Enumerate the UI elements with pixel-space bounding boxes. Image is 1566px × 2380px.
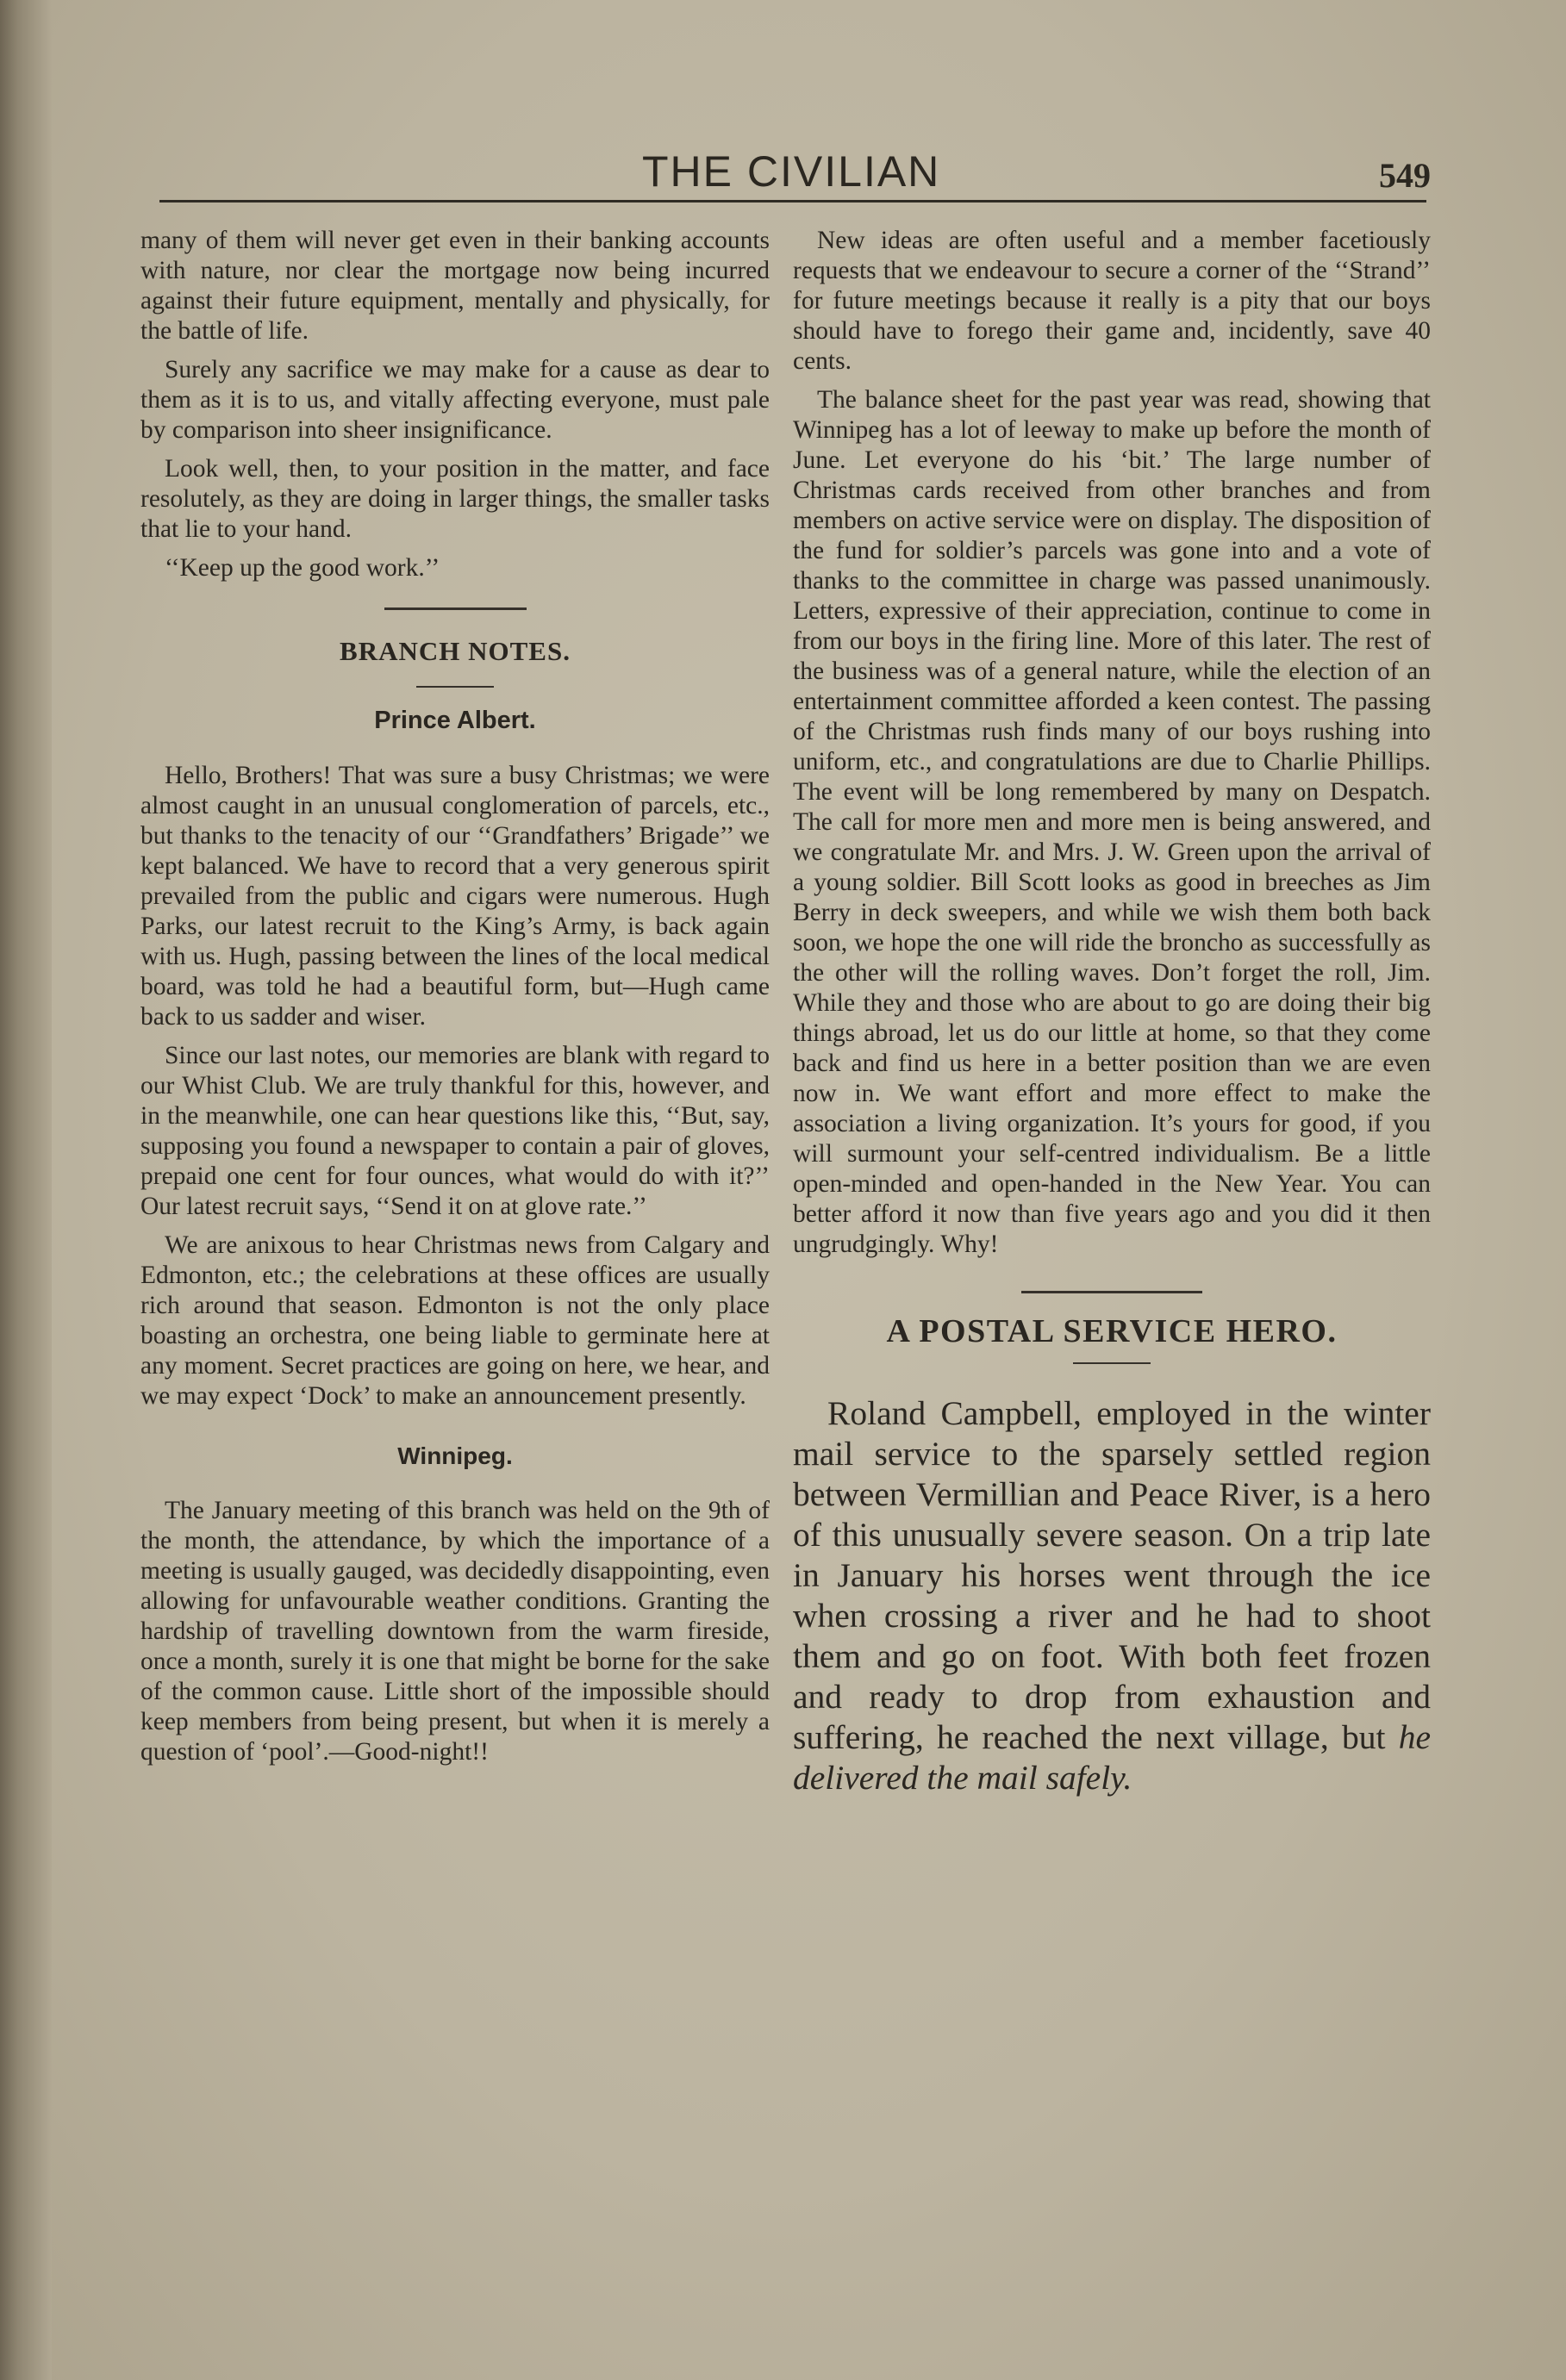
right-column <box>793 226 1431 1798</box>
page-header <box>159 129 1431 198</box>
article-text: Roland Campbell, employed in the winter mail service to the sparsely settled region between Vermillian and Peace River, is a hero of this unusually severe season. On a trip late in January his horses went through the ice when crossing a river and he had to shoot them and go on foot. With both feet frozen and ready to drop from exhaustion and suffering, he reached the next village, but <box>793 1394 1431 1756</box>
branch-heading-prince-albert: Prince Albert. <box>374 707 536 734</box>
header-rule <box>159 200 1426 202</box>
article-italic-text: he delivered the mail safely. <box>793 1718 1432 1797</box>
left-column <box>140 226 770 1776</box>
section-title: BRANCH NOTES. <box>340 636 571 666</box>
paragraph: Look well, then, to your position in the matter, and face resolutely, as they are doing in larger things, the smaller tasks that lie to your hand. <box>140 455 770 543</box>
paragraph: New ideas are often useful and a member facetiously requests that we endeavour to secure a corner of the ‘‘Strand’’ for future meetings because it really is a pity that our boys should have to forego their game and, incidently, save 40 cents. <box>793 227 1431 375</box>
paragraph: many of them will never get even in their banking accounts with nature, nor clear the mortgage now being incurred against their future equipment, mentally and physically, for the battle of life. <box>140 227 770 345</box>
paragraph: ‘‘Keep up the good work.’’ <box>165 554 440 582</box>
book-spine-shadow <box>0 0 52 2380</box>
paragraph: The January meeting of this branch was held on the 9th of the month, the attendance, by which the importance of a meeting is usually gauged, was decidedly disappointing, even allowing for unfavourable weather conditions. Granting the hardship of travelling downtown from the warm fireside, once a month, surely it is one that might be borne for the sake of the common cause. Little short of the impossible should keep members from being present, but when it is merely a question of ‘pool’.—Good-night!! <box>140 1497 770 1766</box>
paragraph: Since our last notes, our memories are blank with regard to our Whist Club. We are truly thankful for this, however, and in the meanwhile, one can hear questions like this, ‘‘But, say, supposing you found a newspaper to contain a pair of gloves, prepaid one cent for four ounces, what would do with it?’’ Our latest recruit says, ‘‘Send it on at glove rate.’’ <box>140 1042 770 1220</box>
article-title: A POSTAL SERVICE HERO. <box>886 1313 1338 1349</box>
paragraph: Surely any sacrifice we may make for a cause as dear to them as it is to us, and vitally affecting everyone, must pale by comparison into sheer insignificance. <box>140 356 770 444</box>
article-body <box>793 1393 1431 1798</box>
publication-title: THE CIVILIAN <box>642 147 941 196</box>
paragraph: The balance sheet for the past year was read, showing that Winnipeg has a lot of leeway to make up before the month of June. Let everyone do his ‘bit.’ The large number of Christmas cards received from other branches and from members on active service were on display. The disposition of the fund for soldier’s parcels was gone into and a vote of thanks to the committee in charge was passed unanimously. Letters, expressive of their appreciation, continue to come in from our boys in the firing line. More of this later. The rest of the business was of a general nature, while the election of an entertainment committee afforded a keen contest. The passing of the Christmas rush finds many of our boys rushing into uniform, etc., and congratulations are due to Charlie Phillips. The event will be long remembered by many on Despatch. The call for more men and more men is being answered, and we congratulate Mr. and Mrs. J. W. Green upon the arrival of a young soldier. Bill Scott looks as good in breeches as Jim Berry in deck sweepers, and while we wish them both back soon, we hope the one will ride the broncho as successfully as the other will the rolling waves. Don’t forget the roll, Jim. While they and those who are about to go are doing their big things abroad, let us do our little at home, so that they come back and find us here in a better position than we are even now in. We want effort and more effect to make the association a living organization. It’s yours for good, if you will surmount your self-centred individualism. Be a little open-minded and open-handed in the New Year. You can better afford it now than five years ago and you did it then ungrudgingly. Why! <box>793 386 1431 1258</box>
paragraph: We are anixous to hear Christmas news from Calgary and Edmonton, etc.; the celebrations at these offices are usually rich around that season. Edmonton is not the only place boasting an orchestra, one being liable to germinate here at any moment. Secret practices are going on here, we hear, and we may expect ‘Dock’ to make an announcement presently. <box>140 1231 770 1410</box>
paragraph: Hello, Brothers! That was sure a busy Christmas; we were almost caught in an unusual conglomeration of parcels, etc., but thanks to the tenacity of our ‘‘Grandfathers’ Brigade’’ we kept balanced. We have to record that a very generous spirit prevailed from the public and cigars were numerous. Hugh Parks, our latest recruit to the King’s Army, is back again with us. Hugh, passing between the lines of the local medical board, was told he had a beautiful form, but—Hugh came back to us sadder and wiser. <box>140 762 770 1031</box>
page-number: 549 <box>1379 156 1431 195</box>
branch-heading-winnipeg: Winnipeg. <box>397 1442 513 1469</box>
